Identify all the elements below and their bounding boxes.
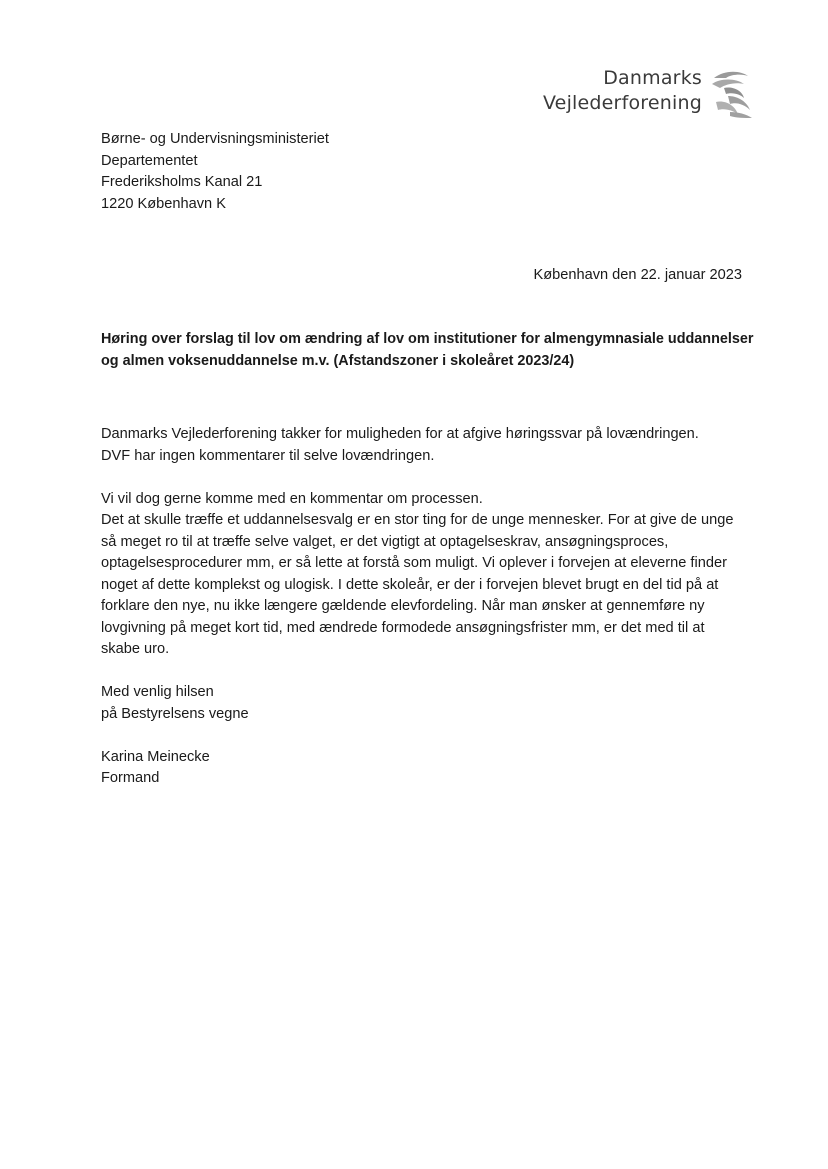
logo-wordmark [543,66,702,116]
address-line: Børne- og Undervisningsministeriet [101,131,329,147]
organization-logo [540,66,760,122]
swirl-logo-icon [706,68,756,120]
body-line: Det at skulle træffe et uddannelsesvalg er en stor ting for de unge mennesker. For at give de unge [101,512,734,528]
body-line: Danmarks Vejlederforening takker for muligheden for at afgive høringssvar på lovændringen. [101,426,699,442]
subject-line: og almen voksenuddannelse m.v. (Afstandszoner i skoleåret 2023/24) [101,352,575,369]
address-line: Frederiksholms Kanal 21 [101,174,263,190]
address-line: Departementet [101,152,198,169]
closing-greeting [101,682,761,725]
logo-line-2: Vejlederforening [542,92,702,114]
body-line: forklare den nye, nu ikke længere gældende elevfordeling. Når man ønsker at gennemføre ny [101,598,705,614]
logo-line-1: Danmarks [603,67,702,89]
letter-subject [101,329,761,372]
body-line: optagelsesprocedurer mm, er så lette at forstå som muligt. Vi oplever i forvejen at eleverne finder [101,555,727,571]
signatory [101,747,761,790]
greeting-line: Med venlig hilsen [101,684,214,700]
body-line: skabe uro. [101,641,170,657]
letter-date: København den 22. januar 2023 [533,267,742,283]
body-line: Vi vil dog gerne komme med en kommentar om processen. [101,490,483,507]
body-line: lovgivning på meget kort tid, med ændrede formodede ansøgningsfrister mm, er det med til at [101,619,705,636]
address-line: 1220 København K [101,195,226,212]
paragraph-comment [101,489,761,661]
body-line: noget af dette komplekst og ulogisk. I dette skoleår, er der i forvejen blevet brugt en del tid på at [101,576,719,593]
letter-body [101,424,761,811]
paragraph-intro [101,424,761,467]
body-line: så meget ro til at træffe selve valget, er det vigtigt at optagelseskrav, ansøgningsproces, [101,533,669,550]
recipient-address [101,129,329,215]
signatory-name: Karina Meinecke [101,748,210,765]
subject-line: Høring over forslag til lov om ændring af lov om institutioner for almengymnasiale uddannelser [101,331,754,347]
on-behalf-line: på Bestyrelsens vegne [101,705,249,722]
body-line: DVF har ingen kommentarer til selve lovændringen. [101,447,435,464]
signatory-title: Formand [101,770,160,786]
